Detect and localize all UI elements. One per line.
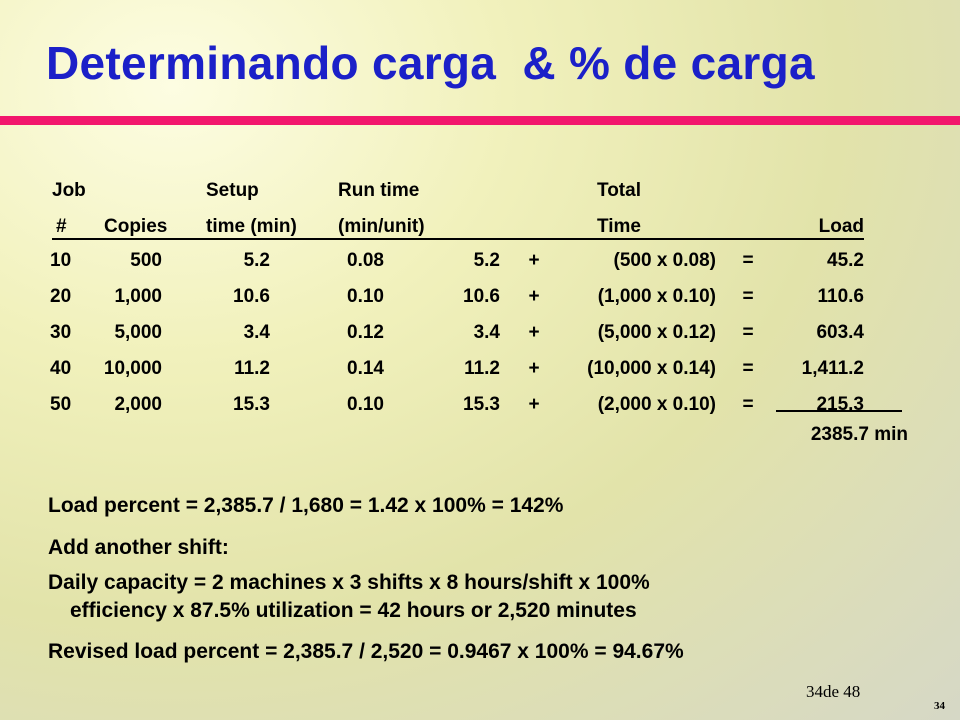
total-load: 2385.7 min xyxy=(810,424,908,445)
title-divider xyxy=(0,116,960,125)
cell-load: 1,411.2 xyxy=(801,358,864,379)
cell-plus: + xyxy=(528,286,540,307)
cell-setup2: 15.3 xyxy=(463,394,500,415)
sum-line xyxy=(776,410,902,412)
cell-setup: 15.3 xyxy=(233,394,270,415)
cell-eq: = xyxy=(742,322,754,343)
cell-plus: + xyxy=(528,394,540,415)
daily-capacity-text-2: efficiency x 87.5% utilization = 42 hours or 2,520 minutes xyxy=(70,599,637,622)
cell-job: 20 xyxy=(50,286,72,307)
add-shift-text: Add another shift: xyxy=(48,536,229,559)
cell-load: 45.2 xyxy=(827,250,864,271)
cell-job: 10 xyxy=(50,250,72,271)
cell-expr: (1,000 x 0.10) xyxy=(597,286,716,307)
cell-eq: = xyxy=(742,394,754,415)
cell-setup: 3.4 xyxy=(243,322,270,343)
cell-run: 0.08 xyxy=(347,250,384,271)
cell-copies: 10,000 xyxy=(103,358,162,379)
header-total: Total xyxy=(597,180,641,201)
cell-setup2: 10.6 xyxy=(463,286,500,307)
page-number: 34 xyxy=(934,700,945,712)
cell-load: 215.3 xyxy=(816,394,864,415)
header-job: Job xyxy=(52,180,86,201)
cell-expr: (500 x 0.08) xyxy=(613,250,716,271)
header-setup-unit: time (min) xyxy=(206,216,297,237)
revised-load-text: Revised load percent = 2,385.7 / 2,520 = 0.9467 x 100% = 94.67% xyxy=(48,640,684,663)
cell-plus: + xyxy=(528,322,540,343)
cell-setup2: 5.2 xyxy=(473,250,500,271)
cell-run: 0.14 xyxy=(347,358,384,379)
slide-title: Determinando carga & % de carga xyxy=(46,37,815,89)
header-setup: Setup xyxy=(206,180,259,201)
cell-setup: 10.6 xyxy=(233,286,270,307)
cell-setup2: 3.4 xyxy=(473,322,500,343)
cell-plus: + xyxy=(528,358,540,379)
page-counter: 34de 48 xyxy=(806,682,861,701)
cell-copies: 5,000 xyxy=(114,322,162,343)
cell-copies: 500 xyxy=(130,250,162,271)
cell-copies: 1,000 xyxy=(114,286,162,307)
cell-run: 0.10 xyxy=(347,286,384,307)
cell-load: 110.6 xyxy=(817,286,864,307)
cell-plus: + xyxy=(528,250,540,271)
header-total-time: Time xyxy=(597,216,642,237)
header-underline xyxy=(52,216,864,240)
header-load: Load xyxy=(818,216,864,237)
cell-setup2: 11.2 xyxy=(464,358,500,379)
cell-eq: = xyxy=(742,358,754,379)
header-run-time: Run time xyxy=(338,180,420,201)
cell-job: 30 xyxy=(50,322,72,343)
header-num: # xyxy=(56,216,67,237)
cell-copies: 2,000 xyxy=(114,394,162,415)
cell-load: 603.4 xyxy=(816,322,864,343)
cell-eq: = xyxy=(742,250,754,271)
daily-capacity-text: Daily capacity = 2 machines x 3 shifts x 8 hours/shift x 100% xyxy=(48,571,650,594)
cell-job: 50 xyxy=(50,394,72,415)
cell-setup: 5.2 xyxy=(243,250,270,271)
cell-run: 0.10 xyxy=(347,394,384,415)
cell-eq: = xyxy=(742,286,754,307)
cell-expr: (2,000 x 0.10) xyxy=(597,394,716,415)
cell-setup: 11.2 xyxy=(234,358,270,379)
load-percent-text: Load percent = 2,385.7 / 1,680 = 1.42 x 100% = 142% xyxy=(48,494,564,517)
header-run-unit: (min/unit) xyxy=(338,216,425,237)
cell-expr: (10,000 x 0.14) xyxy=(587,358,716,379)
header-copies: Copies xyxy=(104,216,168,237)
cell-expr: (5,000 x 0.12) xyxy=(597,322,716,343)
cell-run: 0.12 xyxy=(347,322,384,343)
cell-job: 40 xyxy=(50,358,72,379)
